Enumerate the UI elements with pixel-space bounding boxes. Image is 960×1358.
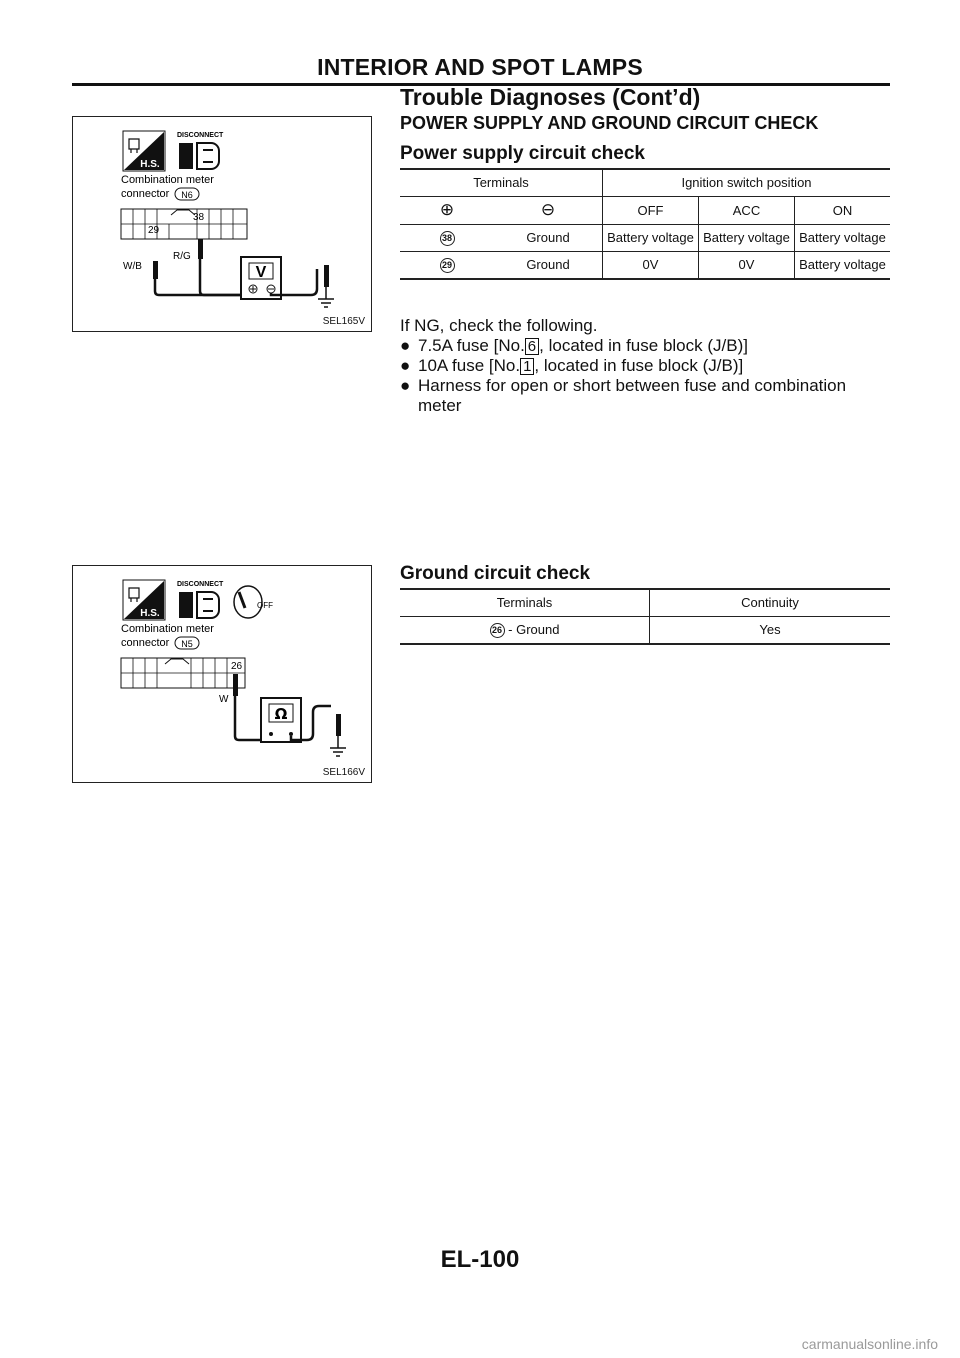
ground-cell: Ground xyxy=(494,225,603,252)
power-supply-heading: Power supply circuit check xyxy=(400,143,645,164)
wire-label-w: W xyxy=(219,694,229,705)
meter-symbol: Ω xyxy=(274,705,288,723)
figure-ground-diagram xyxy=(72,565,372,783)
table-header-row xyxy=(400,169,890,197)
section-heading: POWER SUPPLY AND GROUND CIRCUIT CHECK xyxy=(400,113,819,133)
connector-id: N6 xyxy=(181,190,193,200)
ng-intro: If NG, check the following. xyxy=(400,316,598,335)
figure-caption-line2: connector xyxy=(121,188,170,200)
figure-power-supply-diagram xyxy=(72,116,372,332)
connector-face xyxy=(121,209,247,239)
hs-connector-icon xyxy=(123,580,165,620)
pin-label-29: 29 xyxy=(148,225,160,236)
terminal-badge: 38 xyxy=(440,231,455,246)
header-terminals: Terminals xyxy=(400,589,650,617)
bullet-text: , located in fuse block (J/B)] xyxy=(539,336,748,355)
bullet-text: Harness for open or short between fuse and combination meter xyxy=(418,376,847,415)
table-header-row xyxy=(400,589,890,617)
col-off: OFF xyxy=(603,197,699,225)
figure-caption-line1: Combination meter xyxy=(121,623,214,635)
pin-label-26: 26 xyxy=(231,661,243,672)
continuity-value: Yes xyxy=(650,617,891,645)
value-acc: 0V xyxy=(699,252,795,280)
terminal-suffix: - Ground xyxy=(508,622,560,637)
value-on: Battery voltage xyxy=(795,252,891,280)
power-supply-table xyxy=(400,168,890,280)
table-row xyxy=(400,617,890,645)
pin-label-38: 38 xyxy=(193,212,205,223)
wiring-diagram-2 xyxy=(73,566,371,782)
disconnect-icon xyxy=(177,132,224,169)
disconnect-label: DISCONNECT xyxy=(177,132,224,139)
bullet-icon: ● xyxy=(400,376,411,395)
list-item xyxy=(400,356,892,376)
fuse-number-box: 1 xyxy=(520,358,534,375)
bullet-icon: ● xyxy=(400,356,411,375)
hs-connector-icon xyxy=(123,131,165,171)
value-off: 0V xyxy=(603,252,699,280)
disconnect-label: DISCONNECT xyxy=(177,581,224,588)
connector-id: N5 xyxy=(181,639,193,649)
bullet-icon: ● xyxy=(400,336,411,355)
table-row xyxy=(400,252,890,280)
wire-label-wb: W/B xyxy=(123,261,142,272)
ground-heading: Ground circuit check xyxy=(400,563,591,584)
ground-table xyxy=(400,588,890,645)
header-continuity: Continuity xyxy=(650,589,891,617)
table-subheader-row xyxy=(400,197,890,225)
terminal-badge: 26 xyxy=(490,623,505,638)
list-item xyxy=(400,376,892,416)
ignition-off-label: OFF xyxy=(257,601,273,610)
page-number: EL-100 xyxy=(440,1246,520,1273)
terminal-badge: 29 xyxy=(440,258,455,273)
hs-label: H.S. xyxy=(140,608,160,619)
ground-cell: Ground xyxy=(494,252,603,280)
section-title: INTERIOR AND SPOT LAMPS xyxy=(317,54,643,80)
col-on: ON xyxy=(795,197,891,225)
fuse-number-box: 6 xyxy=(525,338,539,355)
value-on: Battery voltage xyxy=(795,225,891,252)
watermark: carmanualsonline.info xyxy=(801,1336,938,1352)
bullet-text: 7.5A fuse [No. xyxy=(418,336,525,355)
plus-icon: ⊕ xyxy=(439,200,455,219)
meter-symbol: V xyxy=(255,264,267,281)
wiring-diagram-1 xyxy=(73,117,371,331)
list-item xyxy=(400,336,892,356)
ignition-key-icon xyxy=(234,586,273,618)
col-acc: ACC xyxy=(699,197,795,225)
voltmeter-icon xyxy=(241,257,281,299)
disconnect-icon xyxy=(177,581,224,618)
connector-face xyxy=(121,658,245,688)
ohmmeter-icon xyxy=(261,698,301,742)
figure-caption-line2: connector xyxy=(121,637,170,649)
value-acc: Battery voltage xyxy=(699,225,795,252)
bullet-text: , located in fuse block (J/B)] xyxy=(534,356,744,375)
figure-caption-line1: Combination meter xyxy=(121,174,214,186)
page-subtitle: Trouble Diagnoses (Cont’d) xyxy=(400,84,701,110)
hs-label: H.S. xyxy=(140,159,160,170)
figure-code: SEL165V xyxy=(322,316,365,327)
wire-label-rg: R/G xyxy=(173,251,191,262)
table-row xyxy=(400,225,890,252)
ng-checklist xyxy=(400,316,892,416)
minus-icon: ⊖ xyxy=(540,200,556,219)
value-off: Battery voltage xyxy=(603,225,699,252)
figure-code: SEL166V xyxy=(322,767,365,778)
header-terminals: Terminals xyxy=(400,169,603,197)
bullet-text: 10A fuse [No. xyxy=(418,356,521,375)
header-ignition: Ignition switch position xyxy=(603,169,891,197)
